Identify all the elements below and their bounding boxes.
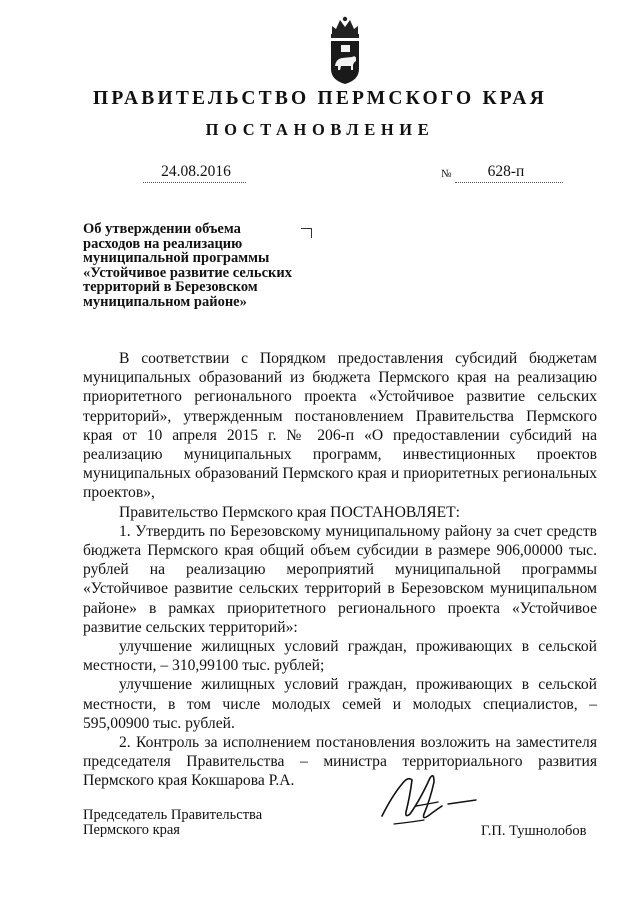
- subject-line: территорий в Березовском: [83, 279, 258, 296]
- position-line: Пермского края: [83, 822, 180, 838]
- number-underline: [455, 182, 563, 183]
- number-sign: №: [441, 168, 452, 180]
- date-underline: [143, 182, 246, 183]
- body-paragraph: 1. Утвердить по Березовскому муниципальному району за счет средств бюджета Пермского края общий объем субсидии в размере 906,00000 тыс. рублей на реализацию мероприятий муниципальной программы «Устойчивое развитие сельских территорий в Березовском муниципальном районе» в рамках приоритетного регионального проекта «Устойчивое развитие сельских территорий»:: [83, 522, 597, 636]
- subject-line: муниципальной программы: [83, 250, 270, 267]
- body-paragraph: Правительство Пермского края ПОСТАНОВЛЯЕТ:: [119, 503, 460, 521]
- document-type: ПОСТАНОВЛЕНИЕ: [205, 120, 435, 139]
- handwritten-signature-icon: [372, 766, 482, 836]
- body-paragraph: В соответствии с Порядком предоставления субсидий бюджетам муниципальных образований из бюджета Пермского края на реализацию приоритетного регионального проекта «Устойчивое развитие сельских территорий», утвержденным постановлением Правительства Пермского края от 10 апреля 2015 г. № 206-п «О предоставлении субсидий на реализацию муниципальных программ, инвестиционных проектов муниципальных образований Пермского края и приоритетных региональных проектов»,: [83, 350, 597, 502]
- subject-corner-mark: [301, 228, 312, 238]
- subject-line: муниципальном районе»: [83, 293, 247, 310]
- position-line: Председатель Правительства: [83, 807, 263, 823]
- body-paragraph: улучшение жилищных условий граждан, проживающих в сельской местности, в том числе молодых семей и молодых специалистов, – 595,00900 тыс. рублей.: [83, 676, 597, 732]
- subject-line: расходов на реализацию: [83, 235, 243, 252]
- body-paragraph: улучшение жилищных условий граждан, проживающих в сельской местности, – 310,99100 тыс. рублей;: [83, 638, 597, 675]
- document-body: [83, 349, 597, 791]
- signatory-name: Г.П. Тушнолобов: [481, 823, 587, 839]
- document-subject: [83, 222, 323, 310]
- government-title: ПРАВИТЕЛЬСТВО ПЕРМСКОГО КРАЯ: [93, 88, 547, 109]
- document-date: 24.08.2016: [161, 163, 231, 180]
- body-paragraph: 2. Контроль за исполнением постановления возложить на заместителя председателя Правительства – министра территориального развития Пермского края Кокшарова Р.А.: [83, 734, 597, 790]
- subject-line: «Устойчивое развитие сельских: [83, 264, 292, 281]
- signatory-position: [83, 808, 262, 838]
- document-number: 628-п: [487, 163, 525, 180]
- subject-line: Об утверждении объема: [83, 221, 241, 237]
- perm-krai-coat-of-arms-icon: [325, 14, 365, 86]
